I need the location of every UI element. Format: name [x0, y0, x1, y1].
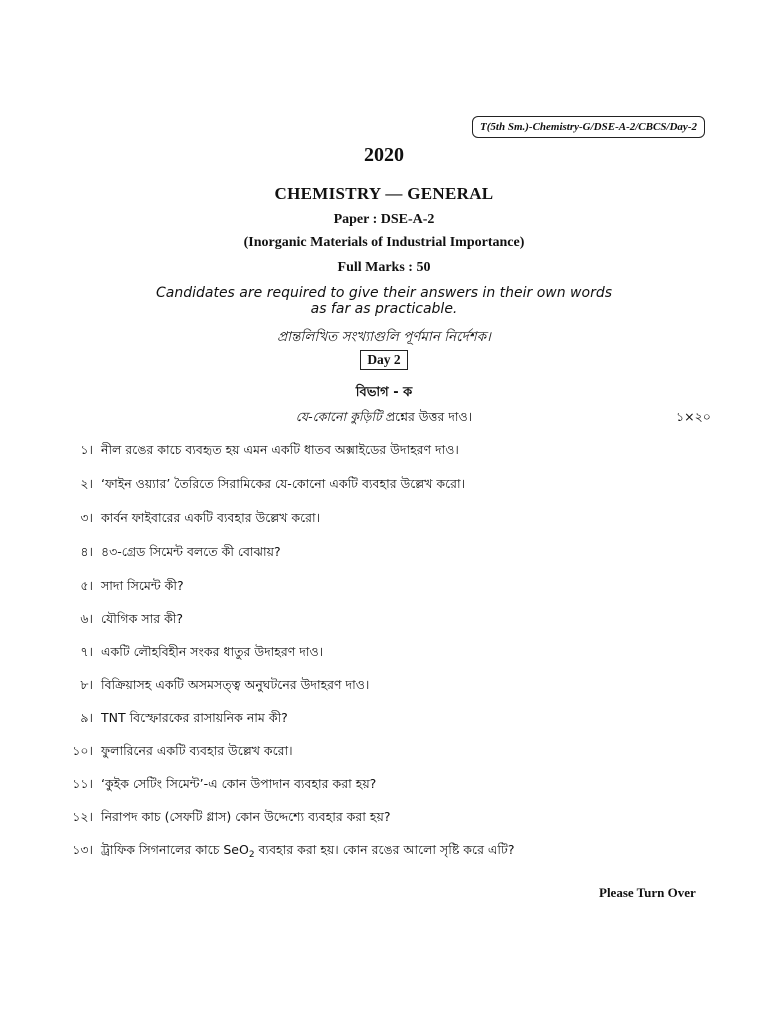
- question-text: TNT বিস্ফোরকের রাসায়নিক নাম কী?: [101, 710, 288, 725]
- question-number: ১১।: [72, 776, 93, 791]
- question-number: ৭।: [80, 644, 93, 659]
- question-number: ১০।: [72, 743, 93, 758]
- day-container: [0, 350, 768, 370]
- question-item: [0, 576, 768, 596]
- question-text: [101, 840, 514, 865]
- directive-emphasis: যে-কোনো কুড়িটি: [295, 409, 382, 424]
- day-label: Day 2: [360, 350, 407, 370]
- paper-topic: (Inorganic Materials of Industrial Importance): [243, 235, 525, 250]
- question-number: ১৩।: [72, 842, 93, 857]
- paper-code: Paper : DSE-A-2: [333, 212, 435, 227]
- instruction-line-1: Candidates are required to give their answers in their own words: [155, 285, 613, 301]
- question-text: নীল রঙের কাচে ব্যবহৃত হয় এমন একটি ধাতব অক্সাইডের উদাহরণ দাও।: [101, 442, 459, 457]
- question-text: নিরাপদ কাচ (সেফটি গ্লাস) কোন উদ্দেশ্যে ব্যবহার করা হয়?: [101, 809, 391, 824]
- question-item: [0, 609, 768, 629]
- question-text: ফুলারিনের একটি ব্যবহার উল্লেখ করো।: [101, 743, 293, 758]
- question-item: [0, 440, 768, 460]
- full-marks: Full Marks : 50: [337, 260, 431, 275]
- question-number: ৩।: [80, 510, 93, 525]
- please-turn-over: Please Turn Over: [599, 885, 696, 900]
- question-number: ৫।: [80, 578, 93, 593]
- question-number: ৯।: [80, 710, 93, 725]
- question-text: যৌগিক সার কী?: [101, 611, 184, 626]
- question-text: ‘কুইক সেটিং সিমেন্ট’-এ কোন উপাদান ব্যবহার করা হয়?: [101, 776, 377, 791]
- section-title: বিভাগ - ক: [355, 385, 413, 400]
- exam-year: 2020: [364, 144, 404, 166]
- section-directive: [0, 409, 768, 429]
- question-item: [0, 708, 768, 728]
- subject-title: CHEMISTRY — GENERAL: [274, 184, 494, 203]
- question-text: একটি লৌহবিহীন সংকর ধাতুর উদাহরণ দাও।: [101, 644, 324, 659]
- formula-subscript: 2: [248, 850, 255, 860]
- question-number: ৮।: [80, 677, 93, 692]
- question-text: বিক্রিয়াসহ একটি অসমসত্ত্ব অনুঘটনের উদাহরণ দাও।: [101, 677, 370, 692]
- question-item: [0, 741, 768, 761]
- marks-note: প্রান্তলিখিত সংখ্যাগুলি পূর্ণমান নির্দেশক।: [277, 329, 491, 345]
- question-number: ১।: [80, 442, 93, 457]
- question-item: [0, 642, 768, 662]
- question-text: সাদা সিমেন্ট কী?: [101, 578, 184, 593]
- question-text: ৪৩-গ্রেড সিমেন্ট বলতে কী বোঝায়?: [101, 544, 281, 559]
- question-item: [0, 675, 768, 695]
- marks-allocation: ১×২০: [676, 409, 711, 424]
- directive-text: প্রশ্নের উত্তর দাও।: [381, 409, 473, 424]
- instructions: [0, 285, 768, 317]
- paper-code-label: T(5th Sm.)-Chemistry-G/DSE-A-2/CBCS/Day-2: [472, 116, 705, 138]
- question-text-before: ট্রাফিক সিগনালের কাচে SeO: [101, 842, 249, 857]
- question-text-after: ব্যবহার করা হয়। কোন রঙের আলো সৃষ্টি করে এটি?: [254, 842, 515, 857]
- question-item: [0, 542, 768, 562]
- question-number: ৪।: [80, 544, 93, 559]
- instruction-line-2: as far as practicable.: [310, 301, 458, 317]
- question-number: ৬।: [80, 611, 93, 626]
- question-item: [0, 774, 768, 794]
- question-item: [0, 508, 768, 528]
- question-item: [0, 840, 768, 860]
- question-item: [0, 474, 768, 494]
- question-text: কার্বন ফাইবারের একটি ব্যবহার উল্লেখ করো।: [101, 510, 321, 525]
- question-number: ১২।: [72, 809, 93, 824]
- question-item: [0, 807, 768, 827]
- question-number: ২।: [80, 476, 93, 491]
- question-text: ‘ফাইন ওয়্যার’ তৈরিতে সিরামিকের যে-কোনো একটি ব্যবহার উল্লেখ করো।: [101, 476, 466, 491]
